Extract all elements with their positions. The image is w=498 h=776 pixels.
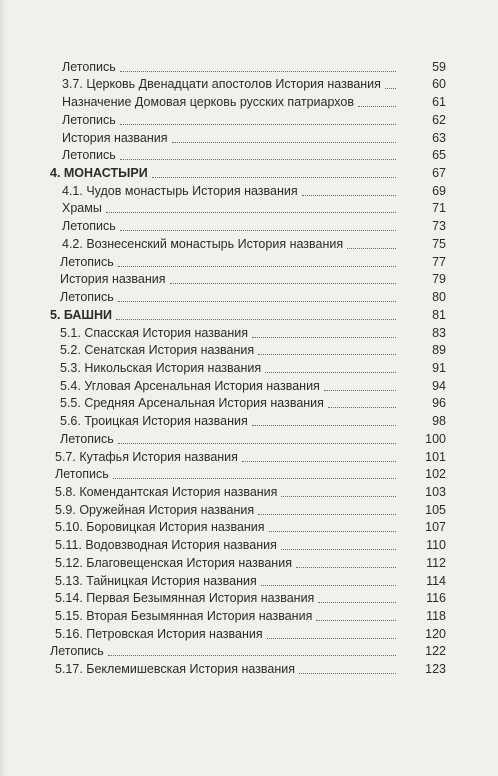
dot-leader bbox=[118, 266, 396, 267]
toc-entry bbox=[0, 589, 498, 607]
toc-entry-title: 5.6. Троицкая История названия bbox=[60, 413, 252, 429]
toc-page-number: 114 bbox=[426, 573, 446, 588]
toc-entry bbox=[0, 341, 498, 359]
toc-page-number: 83 bbox=[432, 325, 446, 340]
toc-entry bbox=[0, 199, 498, 217]
toc-entry-title: Храмы bbox=[62, 200, 106, 216]
dot-leader bbox=[267, 638, 396, 639]
dot-leader bbox=[252, 337, 396, 338]
toc-entry-title: Летопись bbox=[60, 289, 118, 305]
toc-entry bbox=[0, 57, 498, 75]
toc-page-number: 81 bbox=[432, 307, 446, 322]
dot-leader bbox=[269, 531, 396, 532]
dot-leader bbox=[120, 159, 396, 160]
dot-leader bbox=[328, 407, 396, 408]
toc-page-number: 103 bbox=[425, 484, 446, 499]
toc-entry bbox=[0, 482, 498, 500]
toc-page-number: 77 bbox=[432, 254, 446, 269]
toc-entry-title: 5.5. Средняя Арсенальная История названия bbox=[60, 395, 328, 411]
dot-leader bbox=[252, 425, 396, 426]
dot-leader bbox=[281, 496, 396, 497]
dot-leader bbox=[302, 195, 396, 196]
toc-entry bbox=[0, 394, 498, 412]
toc-entry-title: 5.17. Беклемишевская История названия bbox=[55, 661, 299, 677]
toc-entry-title: Назначение Домовая церковь русских патриархов bbox=[62, 94, 358, 110]
toc-entry bbox=[0, 92, 498, 110]
toc-entry bbox=[0, 606, 498, 624]
toc-entry-title: Летопись bbox=[50, 643, 108, 659]
dot-leader bbox=[385, 88, 396, 89]
toc-page-number: 101 bbox=[425, 449, 446, 464]
toc-page-number: 107 bbox=[425, 520, 446, 535]
toc-entry-title: 5.11. Водовзводная История названия bbox=[55, 537, 281, 553]
toc-entry-title: 5.9. Оружейная История названия bbox=[55, 502, 258, 518]
dot-leader bbox=[281, 549, 396, 550]
toc-page-number: 110 bbox=[426, 538, 446, 553]
toc-entry bbox=[0, 429, 498, 447]
toc-page-number: 69 bbox=[432, 183, 446, 198]
dot-leader bbox=[299, 673, 396, 674]
toc-page-number: 122 bbox=[425, 644, 446, 659]
toc-page-number: 102 bbox=[425, 467, 446, 482]
toc-page-number: 100 bbox=[425, 431, 446, 446]
toc-page-number: 79 bbox=[432, 272, 446, 287]
toc-page-number: 94 bbox=[432, 378, 446, 393]
dot-leader bbox=[106, 212, 396, 213]
dot-leader bbox=[120, 124, 396, 125]
dot-leader bbox=[261, 585, 396, 586]
toc-page-number: 65 bbox=[432, 148, 446, 163]
toc-entry-title: 5.12. Благовещенская История названия bbox=[55, 555, 296, 571]
toc-entry-title: История названия bbox=[62, 130, 172, 146]
toc-entry bbox=[0, 252, 498, 270]
toc-entry bbox=[0, 323, 498, 341]
toc-page-number: 98 bbox=[432, 414, 446, 429]
toc-entry bbox=[0, 234, 498, 252]
toc-page-number: 116 bbox=[426, 591, 446, 606]
toc-page-number: 61 bbox=[432, 95, 446, 110]
toc-entry bbox=[0, 642, 498, 660]
toc-entry bbox=[0, 500, 498, 518]
toc-entry-title: 5.15. Вторая Безымянная История названия bbox=[55, 608, 316, 624]
toc-entry bbox=[0, 624, 498, 642]
toc-page-number: 73 bbox=[432, 219, 446, 234]
toc-page-number: 63 bbox=[432, 130, 446, 145]
dot-leader bbox=[118, 301, 396, 302]
toc-entry-title: 5.3. Никольская История названия bbox=[60, 360, 265, 376]
dot-leader bbox=[258, 354, 396, 355]
toc-entry-title: Летопись bbox=[60, 254, 118, 270]
toc-page-number: 105 bbox=[425, 502, 446, 517]
toc-entry bbox=[0, 75, 498, 93]
toc-page-number: 75 bbox=[432, 236, 446, 251]
toc-entry bbox=[0, 376, 498, 394]
toc-entry bbox=[0, 216, 498, 234]
dot-leader bbox=[152, 177, 396, 178]
toc-page-number: 89 bbox=[432, 343, 446, 358]
toc-entry-title: 5.8. Комендантская История названия bbox=[55, 484, 281, 500]
toc-entry bbox=[0, 465, 498, 483]
toc-entry bbox=[0, 181, 498, 199]
toc-page-number: 80 bbox=[432, 290, 446, 305]
toc-entry-title: 5.10. Боровицкая История названия bbox=[55, 519, 269, 535]
toc-entry-title: 5.7. Кутафья История названия bbox=[55, 449, 242, 465]
dot-leader bbox=[324, 390, 396, 391]
toc-entry-title: 4. МОНАСТЫРИ bbox=[50, 165, 152, 181]
toc-page-number: 112 bbox=[426, 555, 446, 570]
toc-entry-title: 5.16. Петровская История названия bbox=[55, 626, 267, 642]
toc-entry-title: Летопись bbox=[60, 431, 118, 447]
dot-leader bbox=[108, 655, 396, 656]
toc-entry bbox=[0, 358, 498, 376]
dot-leader bbox=[242, 461, 396, 462]
dot-leader bbox=[318, 602, 396, 603]
dot-leader bbox=[296, 567, 396, 568]
toc-page-number: 120 bbox=[425, 626, 446, 641]
toc-entry bbox=[0, 146, 498, 164]
toc-page-number: 59 bbox=[432, 59, 446, 74]
toc-entry bbox=[0, 128, 498, 146]
dot-leader bbox=[258, 514, 396, 515]
dot-leader bbox=[116, 319, 396, 320]
table-of-contents bbox=[0, 57, 498, 677]
toc-page-number: 91 bbox=[432, 360, 446, 375]
dot-leader bbox=[120, 71, 396, 72]
toc-entry bbox=[0, 447, 498, 465]
toc-entry bbox=[0, 411, 498, 429]
toc-entry bbox=[0, 110, 498, 128]
dot-leader bbox=[172, 142, 397, 143]
toc-section-heading bbox=[0, 163, 498, 181]
toc-page-number: 67 bbox=[432, 166, 446, 181]
toc-entry-title: Летопись bbox=[62, 59, 120, 75]
dot-leader bbox=[265, 372, 396, 373]
toc-page-number: 62 bbox=[432, 112, 446, 127]
toc-entry bbox=[0, 270, 498, 288]
toc-entry-title: Летопись bbox=[62, 218, 120, 234]
toc-entry-title: История названия bbox=[60, 271, 170, 287]
toc-entry-title: 5.1. Спасская История названия bbox=[60, 325, 252, 341]
toc-page-number: 123 bbox=[425, 662, 446, 677]
toc-entry bbox=[0, 535, 498, 553]
dot-leader bbox=[118, 443, 396, 444]
toc-page-number: 60 bbox=[432, 77, 446, 92]
toc-entry bbox=[0, 518, 498, 536]
dot-leader bbox=[347, 248, 396, 249]
dot-leader bbox=[358, 106, 396, 107]
toc-entry-title: 5.13. Тайницкая История названия bbox=[55, 573, 261, 589]
toc-entry bbox=[0, 553, 498, 571]
dot-leader bbox=[120, 230, 396, 231]
toc-section-heading bbox=[0, 305, 498, 323]
toc-entry bbox=[0, 571, 498, 589]
toc-page-number: 71 bbox=[432, 201, 446, 216]
toc-entry-title: 5.14. Первая Безымянная История названия bbox=[55, 590, 318, 606]
toc-entry-title: 4.2. Вознесенский монастырь История названия bbox=[62, 236, 347, 252]
toc-entry bbox=[0, 659, 498, 677]
toc-entry-title: 3.7. Церковь Двенадцати апостолов История названия bbox=[62, 76, 385, 92]
toc-entry-title: 4.1. Чудов монастырь История названия bbox=[62, 183, 302, 199]
dot-leader bbox=[113, 478, 396, 479]
toc-entry-title: Летопись bbox=[55, 466, 113, 482]
toc-entry-title: 5.4. Угловая Арсенальная История названия bbox=[60, 378, 324, 394]
toc-page-number: 118 bbox=[426, 609, 446, 623]
toc-entry-title: Летопись bbox=[62, 147, 120, 163]
dot-leader bbox=[170, 283, 397, 284]
toc-page-number: 96 bbox=[432, 396, 446, 411]
toc-entry-title: 5.2. Сенатская История названия bbox=[60, 342, 258, 358]
dot-leader bbox=[316, 620, 396, 621]
toc-entry-title: 5. БАШНИ bbox=[50, 307, 116, 323]
toc-entry bbox=[0, 287, 498, 305]
toc-entry-title: Летопись bbox=[62, 112, 120, 128]
